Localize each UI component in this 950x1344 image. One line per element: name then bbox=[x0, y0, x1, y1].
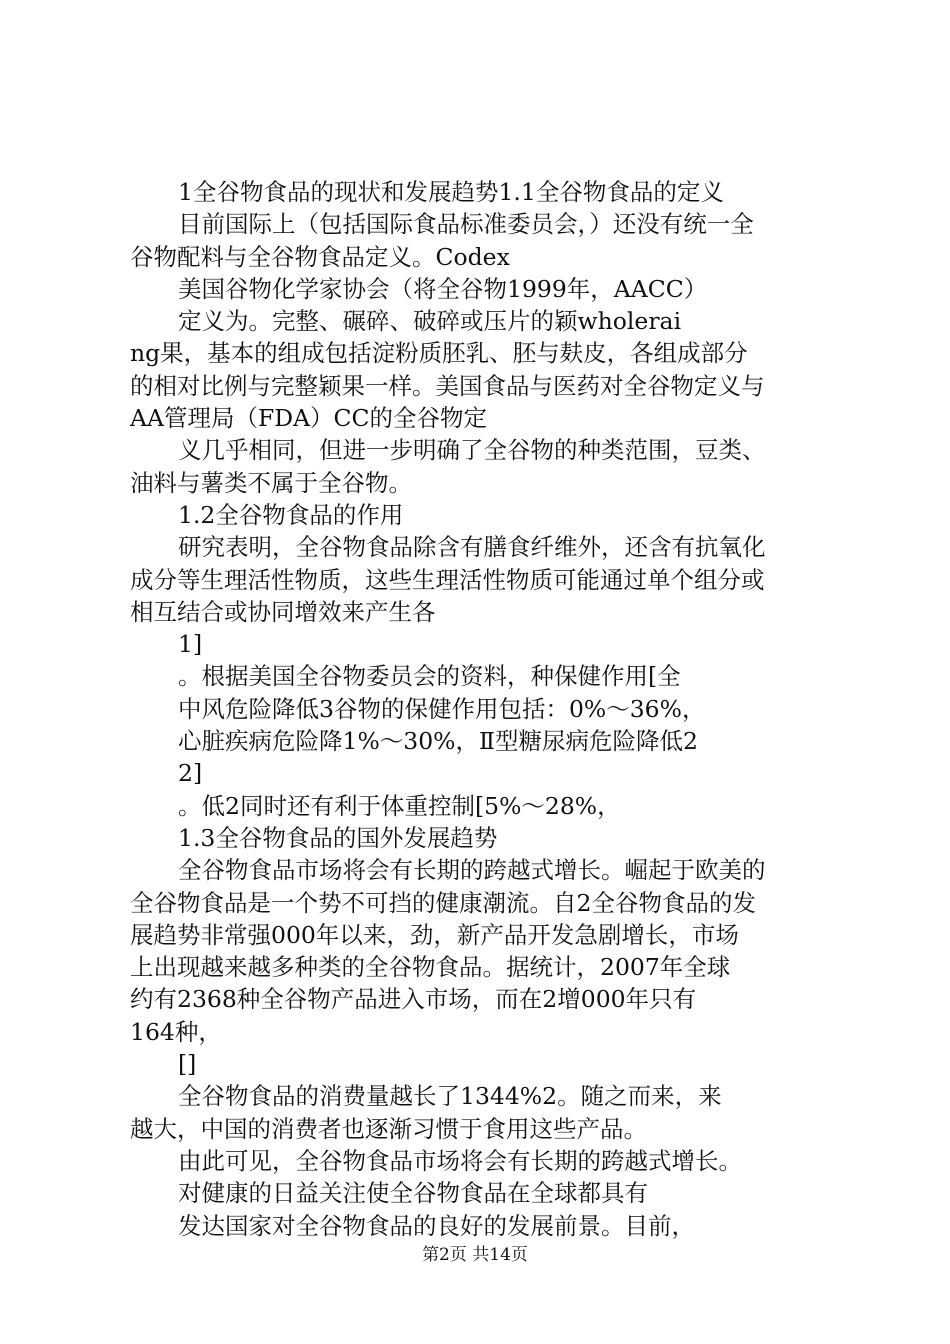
text-line: 。低2同时还有利于体重控制[5%～28%， bbox=[178, 791, 621, 820]
section-heading: 1.2全谷物食品的作用 bbox=[178, 500, 404, 529]
text-line: ng果，基本的组成包括淀粉质胚乳、胚与麸皮，各组成部分 bbox=[130, 339, 748, 368]
page-number-footer: 第2页 共14页 bbox=[422, 1245, 528, 1265]
text-line: AA管理局（FDA）CC的全谷物定 bbox=[130, 404, 488, 433]
text-line: 约有2368种全谷物产品进入市场，而在2增000年只有 bbox=[130, 985, 697, 1014]
text-line: 对健康的日益关注使全谷物食品在全球都具有 bbox=[178, 1179, 648, 1208]
text-line: 定义为。完整、碾碎、破碎或压片的颖wholerai bbox=[178, 307, 682, 336]
text-line: 义几乎相同，但进一步明确了全谷物的种类范围，豆类、 bbox=[178, 436, 766, 465]
body-text bbox=[130, 176, 835, 1242]
text-line: 164种， bbox=[130, 1017, 222, 1046]
text-line: 相互结合或协同增效来产生各 bbox=[130, 597, 436, 626]
text-line: 发达国家对全谷物食品的良好的发展前景。目前， bbox=[178, 1211, 695, 1240]
text-line: 上出现越来越多种类的全谷物食品。据统计，2007年全球 bbox=[130, 953, 731, 982]
text-line: 中风危险降低3谷物的保健作用包括：0%～36%， bbox=[178, 694, 706, 723]
text-line: 。根据美国全谷物委员会的资料，种保健作用[全 bbox=[178, 662, 681, 691]
text-line: 的相对比例与完整颖果一样。美国食品与医药对全谷物定义与 bbox=[130, 371, 765, 400]
text-line: 全谷物食品市场将会有长期的跨越式增长。崛起于欧美的 bbox=[178, 856, 766, 885]
text-line: 谷物配料与全谷物食品定义。Codex bbox=[130, 242, 510, 271]
text-line: 由此可见，全谷物食品市场将会有长期的跨越式增长。 bbox=[178, 1146, 742, 1175]
text-line: 目前国际上（包括国际食品标准委员会，）还没有统一全 bbox=[178, 210, 754, 239]
text-line: 越大，中国的消费者也逐渐习惯于食用这些产品。 bbox=[130, 1114, 647, 1143]
text-line: 成分等生理活性物质，这些生理活性物质可能通过单个组分或 bbox=[130, 565, 765, 594]
section-heading: 1.3全谷物食品的国外发展趋势 bbox=[178, 823, 498, 852]
citation-mark: 1] bbox=[178, 630, 203, 659]
text-line: 全谷物食品的消费量越长了1344%2。随之而来，来 bbox=[178, 1082, 722, 1111]
text-line: 全谷物食品是一个势不可挡的健康潮流。自2全谷物食品的发 bbox=[130, 888, 756, 917]
text-line: 心脏疾病危险降1%～30%，Ⅱ型糖尿病危险降低2 bbox=[178, 727, 698, 756]
text-line: 研究表明，全谷物食品除含有膳食纤维外，还含有抗氧化 bbox=[178, 533, 766, 562]
text-line: 1全谷物食品的现状和发展趋势1.1全谷物食品的定义 bbox=[178, 178, 724, 206]
citation-mark: 2] bbox=[178, 759, 203, 788]
text-line: 美国谷物化学家协会（将全谷物1999年，AACC） bbox=[178, 274, 708, 303]
text-line: 油料与薯类不属于全谷物。 bbox=[130, 468, 412, 497]
citation-mark: [] bbox=[178, 1050, 197, 1079]
text-line: 展趋势非常强000年以来，劲，新产品开发急剧增长，市场 bbox=[130, 920, 739, 949]
